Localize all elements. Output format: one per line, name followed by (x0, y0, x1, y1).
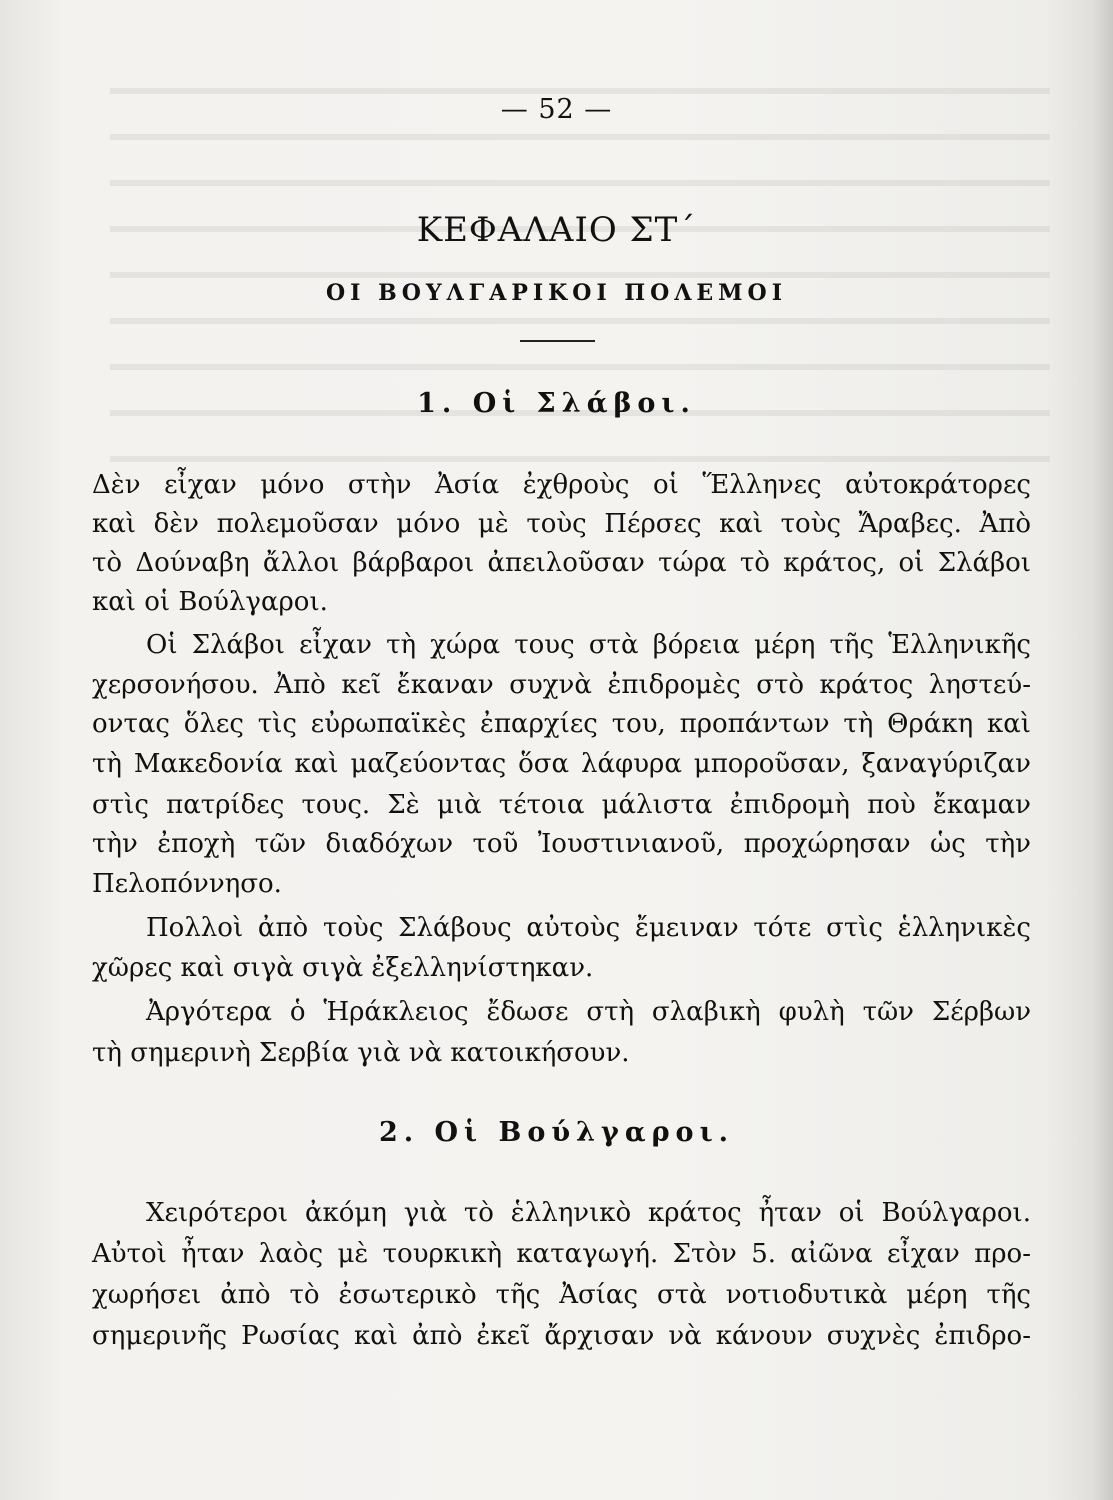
text-line: χερσονήσου. Ἀπὸ κεῖ ἔκαναν συχνὰ ἐπιδρομὲς στὸ κράτος ληστεύ- (92, 670, 1031, 700)
text-line: Δὲν εἶχαν μόνο στὴν Ἀσία ἐχθροὺς οἱ Ἕλληνες αὐτοκράτορες (92, 470, 1031, 500)
text-line: τὴ σημερινὴ Σερβία γιὰ νὰ κατοικήσουν. (92, 1038, 630, 1068)
title-divider (520, 340, 595, 342)
text-line: Χειρότεροι ἀκόμη γιὰ τὸ ἑλληνικὸ κράτος ἦταν οἱ Βούλγαροι. (146, 1198, 1031, 1228)
text-line: οντας ὅλες τὶς εὐρωπαϊκὲς ἐπαρχίες του, προπάντων τὴ Θράκη καὶ (92, 709, 1031, 739)
chapter-title: ΚΕΦΑΛΑΙΟ ΣΤ΄ (416, 210, 697, 250)
text-line: Πελοπόννησο. (92, 869, 282, 899)
text-line: Πολλοὶ ἀπὸ τοὺς Σλάβους αὐτοὺς ἔμειναν τότε στὶς ἑλληνικὲς (146, 913, 1031, 943)
text-line: τὴν ἐποχὴ τῶν διαδόχων τοῦ Ἰουστινιανοῦ, προχώρησαν ὡς τὴν (92, 829, 1031, 859)
text-line: σημερινῆς Ρωσίας καὶ ἀπὸ ἐκεῖ ἄρχισαν νὰ κάνουν συχνὲς ἐπιδρο- (92, 1321, 1031, 1351)
text-line: καὶ δὲν πολεμοῦσαν μόνο μὲ τοὺς Πέρσες καὶ τοὺς Ἄραβες. Ἀπὸ (92, 509, 1031, 539)
text-line: τὴ Μακεδονία καὶ μαζεύοντας ὅσα λάφυρα μποροῦσαν, ξαναγύριζαν (92, 749, 1031, 779)
page-number: — 52 — (500, 94, 613, 125)
text-line: Ἀργότερα ὁ Ἡράκλειος ἔδωσε στὴ σλαβικὴ φυλὴ τῶν Σέρβων (146, 997, 1031, 1027)
text-line: στὶς πατρίδες τους. Σὲ μιὰ τέτοια μάλιστα ἐπιδρομὴ ποὺ ἔκαμαν (92, 790, 1031, 820)
text-line: Οἱ Σλάβοι εἶχαν τὴ χώρα τους στὰ βόρεια μέρη τῆς Ἑλληνικῆς (146, 630, 1031, 660)
text-line: χῶρες καὶ σιγὰ σιγὰ ἐξελληνίστηκαν. (92, 953, 594, 983)
section-heading-slavs: 1. Οἱ Σλάβοι. (417, 388, 696, 419)
text-line: τὸ Δούναβη ἄλλοι βάρβαροι ἀπειλοῦσαν τώρα τὸ κράτος, οἱ Σλάβοι (92, 548, 1031, 578)
text-line: καὶ οἱ Βούλγαροι. (92, 587, 328, 617)
text-line: Αὐτοὶ ἦταν λαὸς μὲ τουρκικὴ καταγωγή. Στὸν 5. αἰῶνα εἶχαν προ- (92, 1239, 1031, 1269)
section-heading-bulgarians: 2. Οἱ Βούλγαροι. (378, 1117, 735, 1148)
text-line: χωρήσει ἀπὸ τὸ ἐσωτερικὸ τῆς Ἀσίας στὰ νοτιοδυτικὰ μέρη τῆς (92, 1280, 1031, 1310)
chapter-subtitle: ΟΙ ΒΟΥΛΓΑΡΙΚΟΙ ΠΟΛΕΜΟΙ (326, 280, 787, 306)
